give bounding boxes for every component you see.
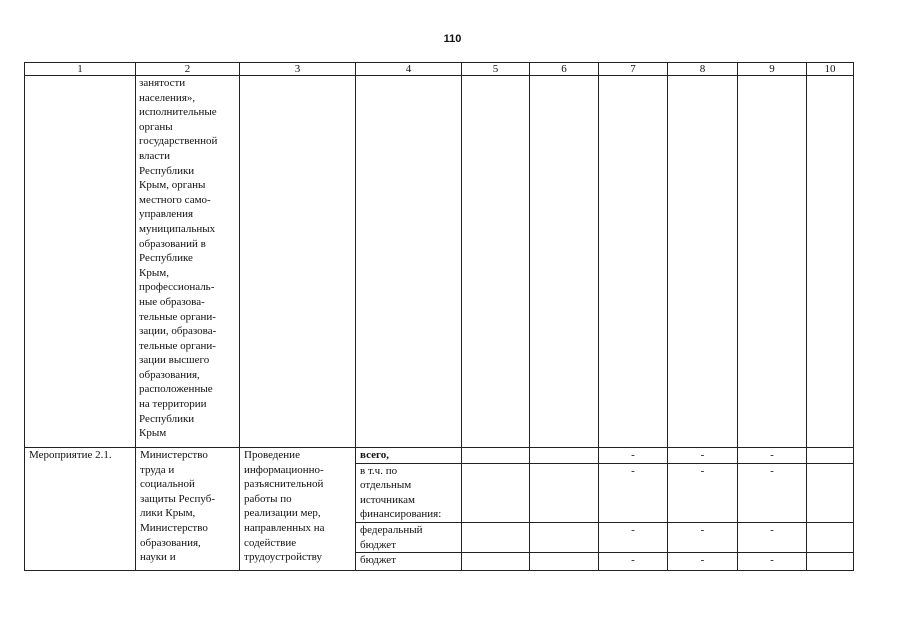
empty-cell [530,76,599,448]
value-cell [530,448,599,464]
value-cell: - [599,448,668,464]
header-cell: 7 [599,63,668,76]
funding-label [356,448,462,464]
text-line: расположенные [139,383,213,396]
text-line: на территории [139,398,207,411]
empty-cell [599,76,668,448]
text-line: источникам [360,493,415,506]
text-line: защиты Респуб- [140,492,216,505]
header-cell: 10 [807,63,854,76]
value-cell: - [599,522,668,552]
value-cell: - [668,448,738,464]
text-line: бюджет [360,554,396,567]
text-line: образования, [139,368,200,381]
text-line: разъяснительной [244,478,324,491]
value-cell [807,553,854,571]
value-cell: - [738,448,807,464]
text-line: Министерство [140,521,208,534]
text-line: государственной [139,135,218,148]
text-line: всего, [360,449,389,461]
page-number: 110 [443,33,462,45]
text-line: информационно- [244,463,324,476]
value-cell: - [668,553,738,571]
text-line: населения», [139,91,196,104]
header-cell: 1 [25,63,136,76]
text-line: работы по [244,492,292,505]
text-line: Республики [139,412,195,425]
value-cell: - [738,522,807,552]
text-line: власти [139,149,170,162]
value-cell [530,463,599,522]
header-cell: 4 [356,63,462,76]
program-table [24,62,854,571]
text-line: отдельным [360,479,412,492]
value-cell [462,448,530,464]
header-cell: 3 [240,63,356,76]
text-line: профессиональ- [139,281,215,294]
text-line: Крым, органы [139,179,206,192]
text-line: занятости [139,77,186,89]
text-line: направленных на [244,521,325,534]
empty-cell [738,76,807,448]
text-line: трудоустройству [244,551,322,564]
value-cell: - [668,463,738,522]
header-cell: 6 [530,63,599,76]
text-line: зации, образова- [139,325,217,338]
text-line: социальной [140,478,195,491]
text-line: Республики [139,164,195,177]
value-cell [530,553,599,571]
text-line: Республике [139,252,193,265]
header-row [25,63,854,76]
funding-label [356,463,462,522]
text-line: исполнительные [139,106,217,119]
activity-description-cell [240,448,356,571]
value-cell [462,522,530,552]
empty-cell [240,76,356,448]
text-line: управления [139,208,194,221]
text-line: Министерство [140,449,208,461]
activity-name-cell: Мероприятие 2.1. [25,448,136,571]
text-line: Крым [139,427,167,440]
text-line: лики Крым, [140,507,196,520]
text-line: бюджет [360,538,396,551]
header-cell: 2 [136,63,240,76]
header-cell: 5 [462,63,530,76]
value-cell [807,448,854,464]
empty-cell [807,76,854,448]
text-line: труда и [140,463,175,476]
continued-executors-cell [136,76,240,448]
activity-executors-cell [136,448,240,571]
text-line: науки и [140,551,176,564]
empty-cell [668,76,738,448]
value-cell [462,553,530,571]
empty-cell [25,76,136,448]
text-line: в т.ч. по [360,464,398,477]
text-line: органы [139,120,173,133]
value-cell: - [599,553,668,571]
funding-label [356,522,462,552]
value-cell: - [668,522,738,552]
funding-row-total [25,448,854,464]
text-line: тельные органи- [139,339,216,352]
header-cell: 9 [738,63,807,76]
text-line: тельные органи- [139,310,216,323]
funding-label [356,553,462,571]
value-cell: - [599,463,668,522]
text-line: федеральный [360,523,423,536]
text-line: Крым, [139,266,169,279]
continuation-row [25,76,854,448]
header-cell: 8 [668,63,738,76]
value-cell [807,463,854,522]
text-line: реализации мер, [244,507,321,520]
text-line: муниципальных [139,222,216,235]
text-line: содействие [244,536,297,549]
value-cell: - [738,553,807,571]
empty-cell [356,76,462,448]
empty-cell [462,76,530,448]
value-cell: - [738,463,807,522]
text-line: зации высшего [139,354,210,367]
text-line: образования, [140,536,201,549]
text-line: ные образова- [139,295,205,308]
text-line: местного само- [139,193,211,206]
value-cell [807,522,854,552]
text-line: образований в [139,237,206,250]
value-cell [462,463,530,522]
value-cell [530,522,599,552]
text-line: Проведение [244,449,300,461]
text-line: финансирования: [360,508,442,521]
